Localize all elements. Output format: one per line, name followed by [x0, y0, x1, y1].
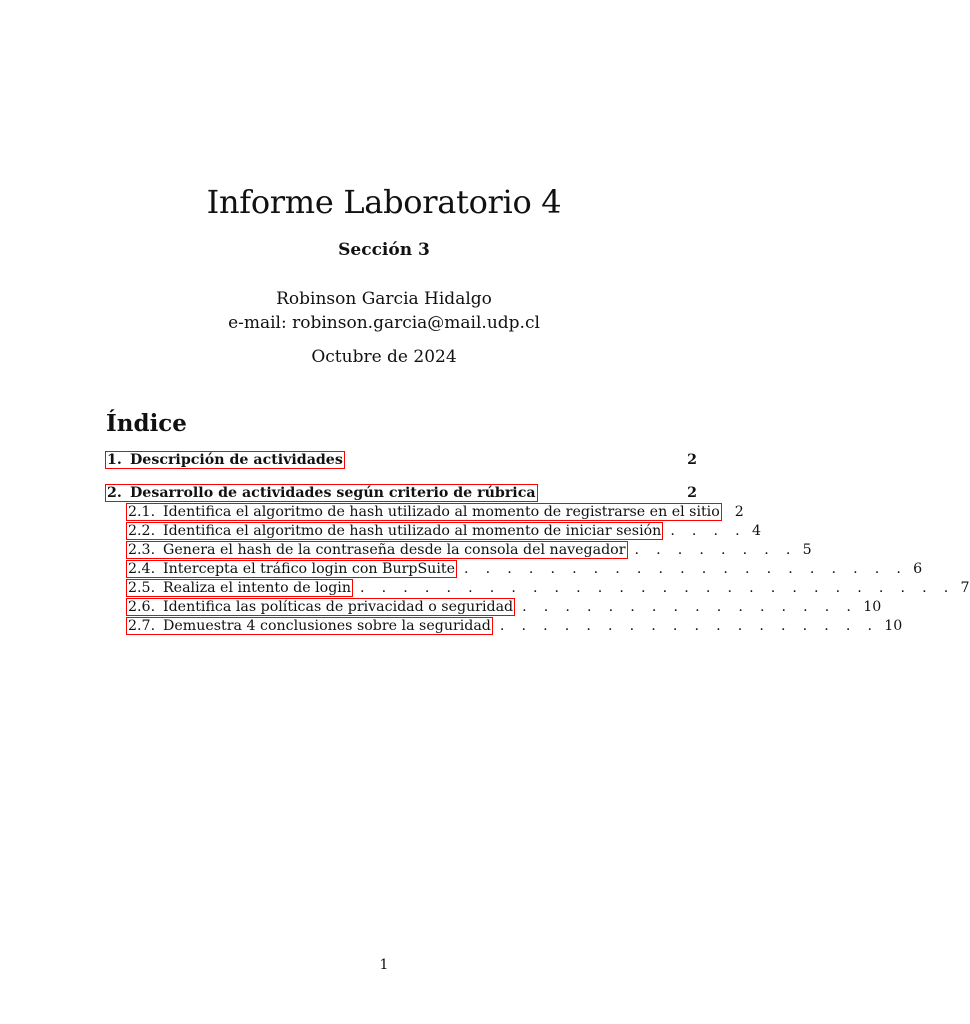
- toc-number: 2.5.: [128, 580, 156, 596]
- toc-page: 10: [863, 599, 882, 615]
- author-block: [0, 287, 768, 335]
- toc-title: Identifica el algoritmo de hash utilizado al momento de iniciar sesión: [163, 523, 662, 539]
- toc-number: 2.: [107, 485, 122, 501]
- page-number: 1: [379, 957, 389, 973]
- toc-page: 6: [913, 561, 923, 577]
- toc-number: 2.6.: [128, 599, 156, 615]
- toc-heading: Índice: [106, 410, 187, 437]
- toc-title: Realiza el intento de login: [163, 580, 351, 596]
- toc-leader: . . . .: [670, 523, 746, 539]
- toc-title: Descripción de actividades: [130, 452, 343, 468]
- toc-leader: . . . . . . . .: [634, 542, 797, 558]
- toc-page: 5: [802, 542, 812, 558]
- author-email: e-mail: robinson.garcia@mail.udp.cl: [228, 313, 540, 333]
- toc-link-2-4[interactable]: [127, 561, 456, 577]
- author-name: Robinson Garcia Hidalgo: [276, 289, 492, 309]
- toc-entry-2-4[interactable]: [127, 561, 923, 580]
- toc-entry-2-7[interactable]: [127, 618, 903, 637]
- toc-link-2-2[interactable]: [127, 523, 662, 539]
- toc-page: 2: [687, 452, 697, 468]
- toc-link-2[interactable]: [106, 485, 537, 501]
- toc-title: Genera el hash de la contraseña desde la consola del navegador: [163, 542, 626, 558]
- toc-leader: . . . . . . . . . . . . . . . . . . . . .: [463, 561, 908, 577]
- toc-number: 1.: [107, 452, 122, 468]
- toc-number: 2.1.: [128, 504, 156, 520]
- toc-title: Identifica las políticas de privacidad o seguridad: [163, 599, 514, 615]
- toc-entry-2-3[interactable]: [127, 542, 812, 561]
- toc-link-2-1[interactable]: [127, 504, 721, 520]
- toc-title: Identifica el algoritmo de hash utilizado al momento de registrarse en el sitio: [163, 504, 720, 520]
- toc-number: 2.2.: [128, 523, 156, 539]
- toc-page: 2: [734, 504, 744, 520]
- toc-page: 4: [751, 523, 762, 539]
- toc-entry-2-5[interactable]: [127, 580, 970, 599]
- document-title: Informe Laboratorio 4: [206, 183, 562, 221]
- toc-link-2-7[interactable]: [127, 618, 492, 634]
- toc-title: Demuestra 4 conclusiones sobre la seguridad: [163, 618, 491, 634]
- toc-page: 7: [960, 580, 970, 596]
- toc-entry-2[interactable]: [106, 485, 697, 504]
- toc-entry-2-1[interactable]: [127, 504, 744, 523]
- toc-link-2-5[interactable]: [127, 580, 352, 596]
- toc-leader: . . . . . . . . . . . . . . . . . .: [499, 618, 879, 634]
- toc-number: 2.7.: [128, 618, 156, 634]
- toc-entry-2-2[interactable]: [127, 523, 762, 542]
- toc-page: 2: [687, 485, 697, 501]
- section-label: Sección 3: [338, 240, 430, 260]
- toc-number: 2.3.: [128, 542, 156, 558]
- document-date: Octubre de 2024: [311, 347, 457, 367]
- toc-link-1[interactable]: [106, 452, 344, 468]
- toc-number: 2.4.: [128, 561, 156, 577]
- toc-leader: . . . . . . . . . . . . . . . .: [522, 599, 858, 615]
- toc-title: Desarrollo de actividades según criterio de rúbrica: [130, 485, 536, 501]
- toc-title: Intercepta el tráfico login con BurpSuite: [163, 561, 455, 577]
- toc-link-2-3[interactable]: [127, 542, 627, 558]
- toc-link-2-6[interactable]: [127, 599, 514, 615]
- toc-entry-1[interactable]: [106, 452, 697, 471]
- toc-entry-2-6[interactable]: [127, 599, 882, 618]
- toc-page: 10: [884, 618, 903, 634]
- toc-leader: . . . . . . . . . . . . . . . . . . . . . . . . . . . .: [359, 580, 955, 596]
